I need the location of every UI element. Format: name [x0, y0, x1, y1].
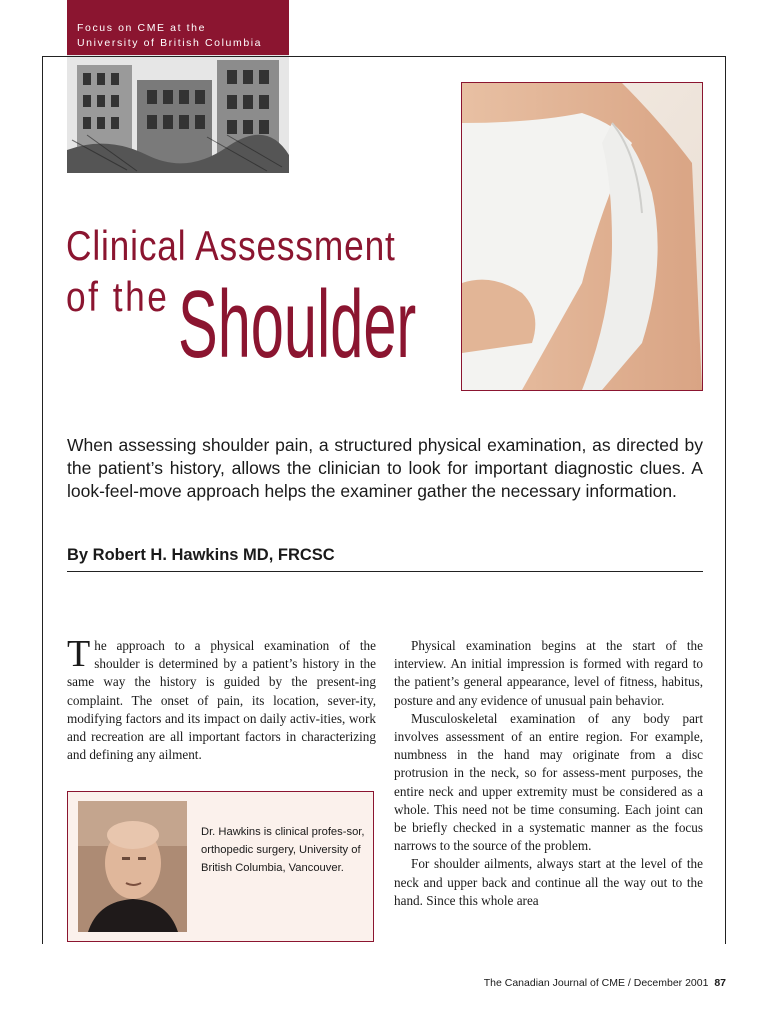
- banner-line-2: University of British Columbia: [77, 37, 263, 49]
- right-paragraph-1: Physical examination begins at the start of the interview. An initial impression is formed with regard to the patient’s general appearance, level of fitness, habitus, posture and any evidence of unusual pain behavior.: [394, 638, 703, 708]
- building-sketch-image: [67, 55, 289, 173]
- right-column: [394, 637, 703, 910]
- left-paragraph-1-text: he approach to a physical examination of the shoulder is determined by a patient’s history in the same way the history is guided by the present-ing complaint. The onset of pain, its location, sever-ity, modifying factors and its impact on daily activ-ities, work and recreation are all important factors in characterizing and defining any ailment.: [67, 638, 376, 763]
- lede-paragraph: When assessing shoulder pain, a structured physical examination, as directed by the patient’s history, allows the clinician to look for important diagnostic clues. A look-feel-move approach helps the examiner gather the necessary information.: [67, 435, 703, 501]
- right-paragraph-2: Musculoskeletal examination of any body part involves assessment of an entire region. For example, numbness in the hand may originate from a disc protrusion in the neck, so for assess-ment purposes, the entire neck and upper extremity must be considered as a whole. This need not be time consuming. Each joint can be briefly checked in a systematic manner as the focus narrows to the source of the problem.: [394, 710, 703, 854]
- title-line-1: Clinical Assessment: [66, 222, 396, 269]
- title-line-2: of the: [66, 273, 170, 320]
- byline-rule: [67, 571, 703, 572]
- title-emphasis: Shoulder: [178, 271, 417, 378]
- left-paragraph-1: [67, 633, 376, 764]
- author-bio: Dr. Hawkins is clinical profes-sor, orthopedic surgery, University of British Columbia, Vancouver.: [201, 826, 365, 874]
- page-footer: [484, 977, 726, 989]
- banner-line-1: Focus on CME at the: [77, 22, 207, 34]
- footer-journal: The Canadian Journal of CME / December 2001: [483, 977, 709, 989]
- right-paragraph-3: For shoulder ailments, always start at the level of the neck and upper back and continue all the way out to the hand. Since this whole area: [394, 856, 703, 908]
- drop-cap: T: [67, 633, 91, 675]
- frame-top-rule: [42, 56, 726, 57]
- page-number: 87: [714, 977, 726, 989]
- left-column: [67, 633, 376, 764]
- shoulder-photo: [461, 82, 703, 391]
- frame-right-rule: [725, 56, 726, 944]
- banner-text: [77, 21, 262, 51]
- frame-left-rule: [42, 56, 43, 944]
- author-photo: [78, 801, 187, 932]
- byline: By Robert H. Hawkins MD, FRCSC: [67, 546, 335, 564]
